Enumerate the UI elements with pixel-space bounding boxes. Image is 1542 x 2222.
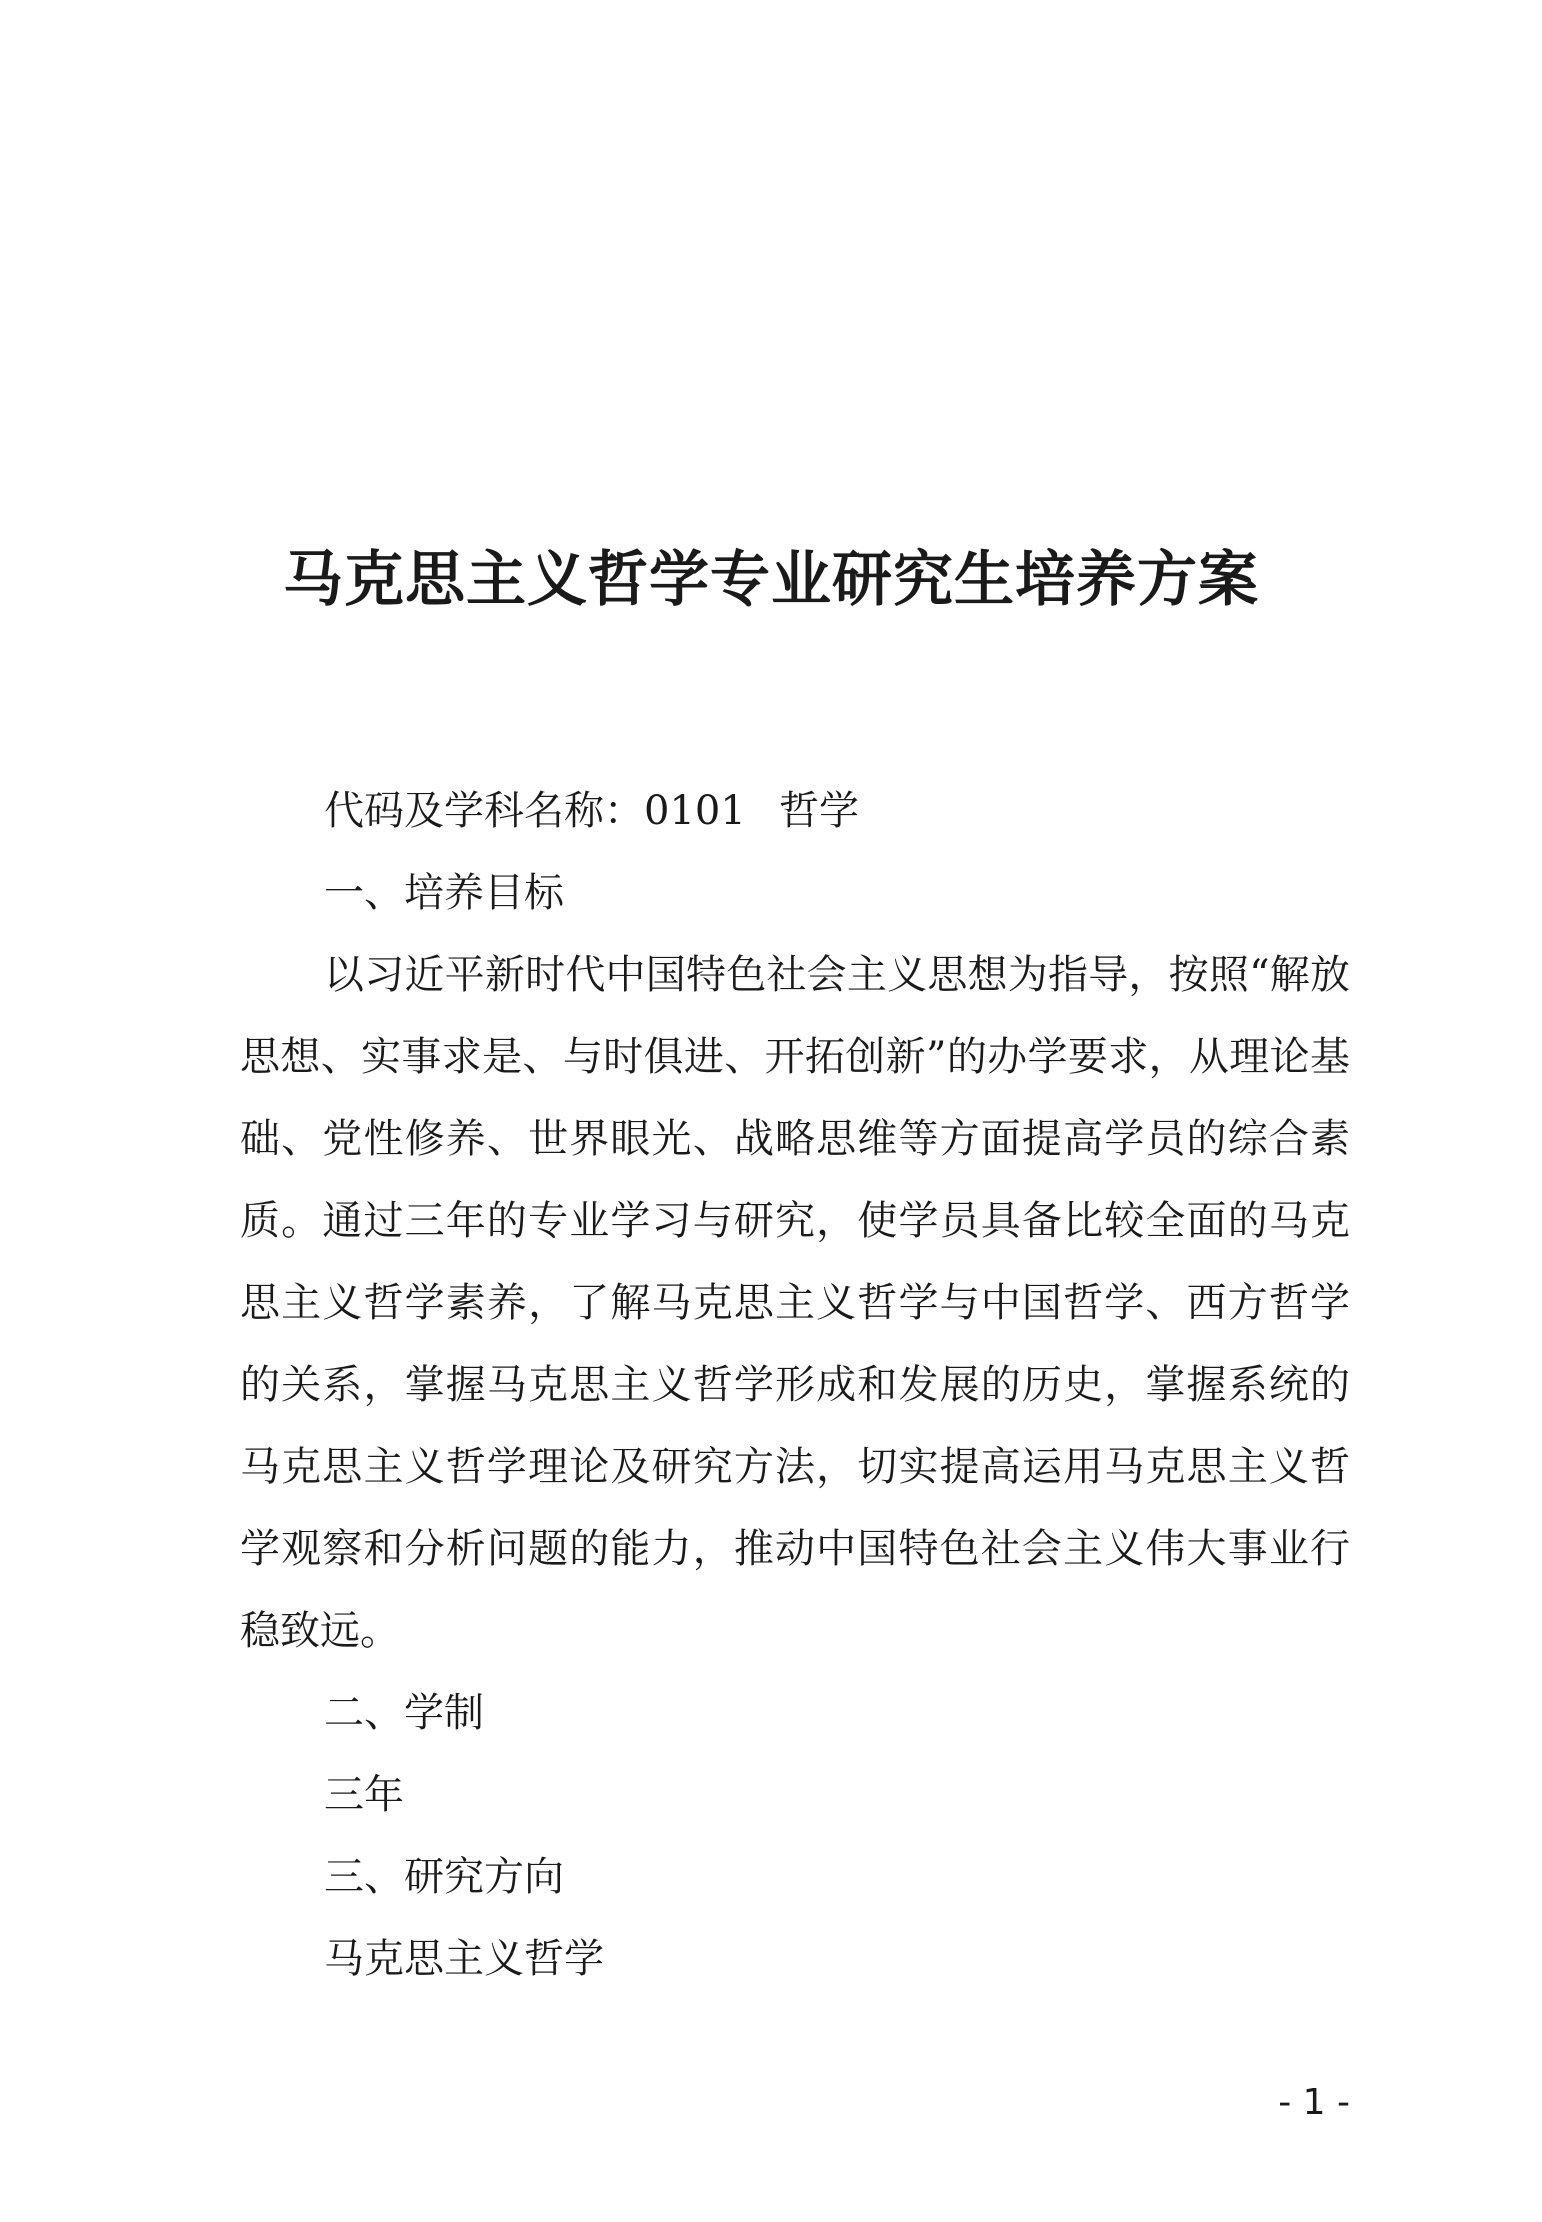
- section-heading-objectives: 一、培养目标: [324, 870, 564, 916]
- research-direction-text: 马克思主义哲学: [324, 1936, 604, 1982]
- section-heading-duration: 二、学制: [324, 1690, 484, 1736]
- duration-text: 三年: [324, 1772, 404, 1818]
- section-heading-research-direction: 三、研究方向: [324, 1854, 564, 1900]
- discipline-code-line: [240, 770, 1350, 852]
- discipline-code-label: 代码及学科名称：0101: [324, 788, 746, 834]
- document-title: 马克思主义哲学专业研究生培养方案: [283, 545, 1259, 616]
- document-body: [240, 770, 1350, 2000]
- objectives-paragraph: 以习近平新时代中国特色社会主义思想为指导，按照“解放思想、实事求是、与时俱进、开拓创新”的办学要求，从理论基础、党性修养、世界眼光、战略思维等方面提高学员的综合素质。通过三年的专业学习与研究，使学员具备比较全面的马克思主义哲学素养，了解马克思主义哲学与中国哲学、西方哲学的关系，掌握马克思主义哲学形成和发展的历史，掌握系统的马克思主义哲学理论及研究方法，切实提高运用马克思主义哲学观察和分析问题的能力，推动中国特色社会主义伟大事业行稳致远。: [240, 952, 1350, 1654]
- page-number: - 1 -: [1278, 2082, 1350, 2123]
- discipline-name: 哲学: [779, 788, 859, 834]
